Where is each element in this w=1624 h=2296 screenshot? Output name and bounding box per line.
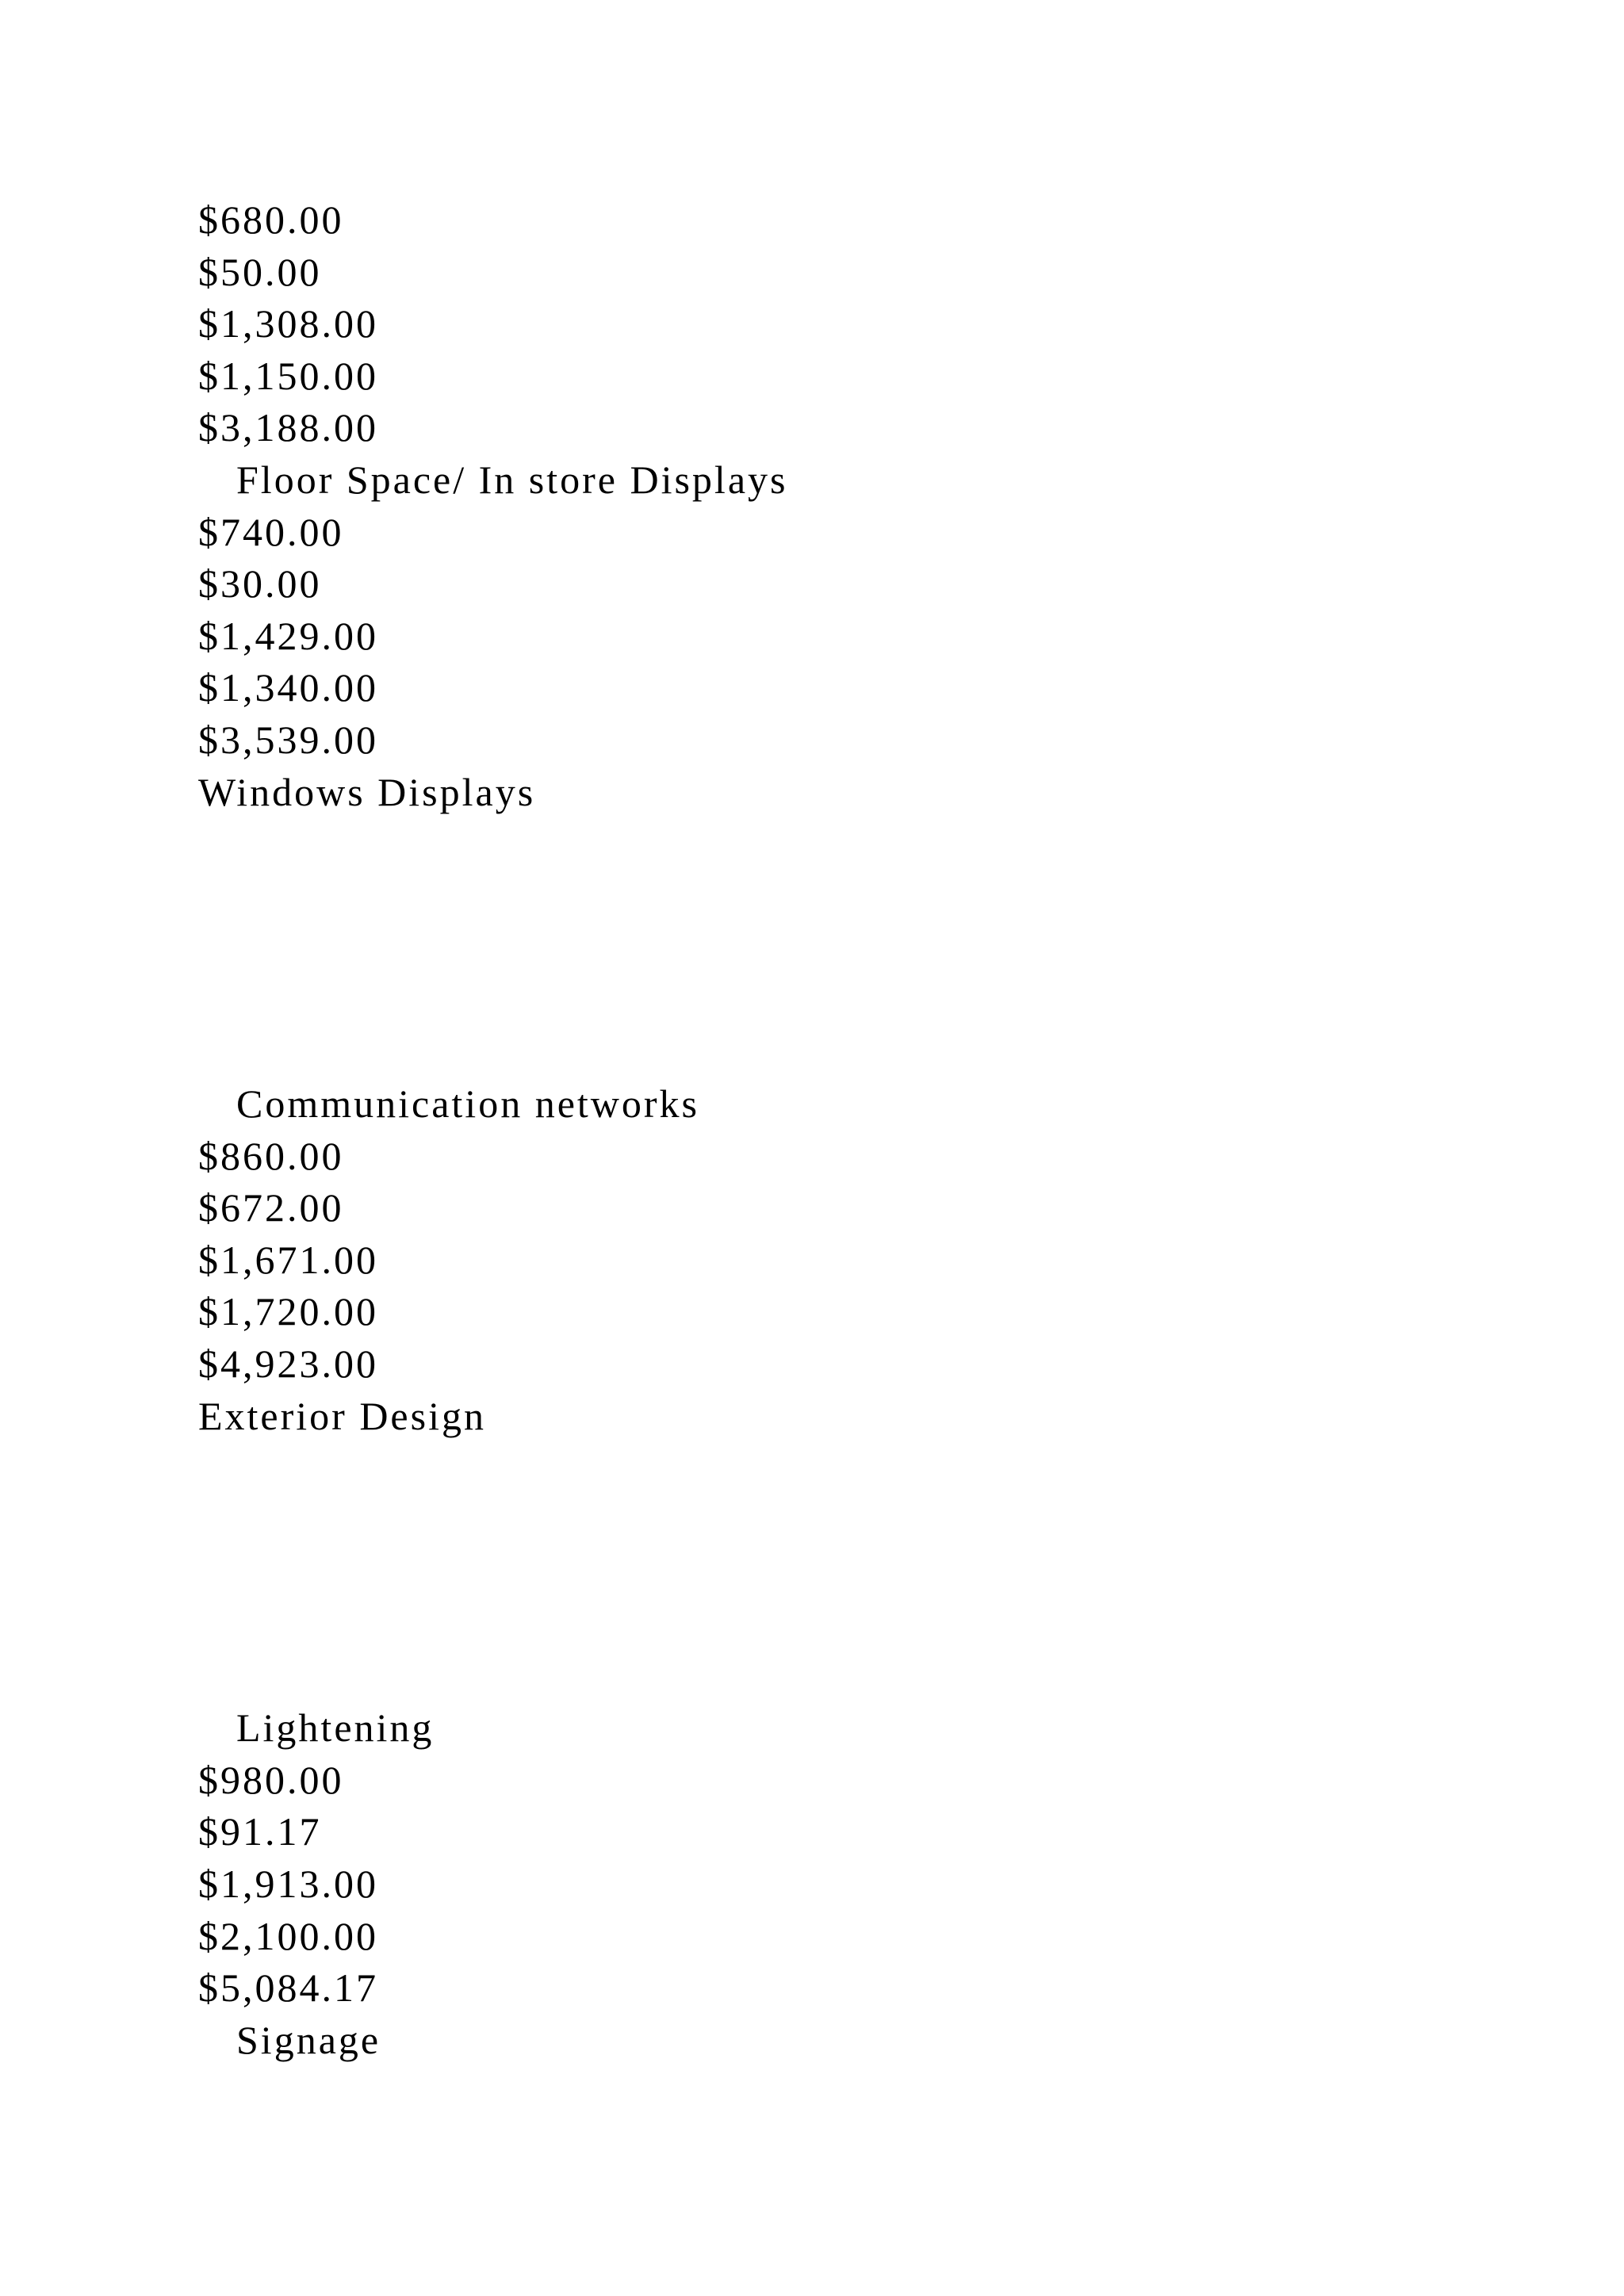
text-line: $1,913.00 [198, 1862, 378, 1906]
text-line: $50.00 [198, 249, 322, 294]
blank-line [198, 1027, 1546, 1079]
blank-line [198, 1651, 1546, 1703]
blank-line [198, 1494, 1546, 1547]
text-line: $980.00 [198, 1757, 344, 1802]
text-line: $860.00 [198, 1133, 344, 1178]
blank-line [198, 974, 1546, 1027]
text-line: Lightening [236, 1705, 435, 1751]
text-line: $1,150.00 [198, 353, 378, 398]
text-lines [198, 194, 1546, 2066]
text-line: $672.00 [198, 1185, 344, 1230]
text-line: $30.00 [198, 561, 322, 607]
text-line: $1,429.00 [198, 613, 378, 658]
blank-line [198, 1546, 1546, 1598]
blank-line [198, 818, 1546, 871]
text-line: $1,720.00 [198, 1289, 378, 1334]
blank-line [198, 922, 1546, 974]
text-line: $1,308.00 [198, 301, 378, 346]
text-line: $680.00 [198, 197, 344, 242]
blank-line [198, 1442, 1546, 1494]
text-line: $91.17 [198, 1809, 322, 1854]
text-line: $1,340.00 [198, 665, 378, 710]
text-line: $3,539.00 [198, 717, 378, 762]
text-line: $4,923.00 [198, 1341, 378, 1387]
text-line: $740.00 [198, 509, 344, 554]
blank-line [198, 871, 1546, 923]
text-line: Communication networks [236, 1081, 699, 1127]
blank-line [198, 1598, 1546, 1651]
text-line: Windows Displays [198, 769, 536, 814]
text-line: $2,100.00 [198, 1913, 378, 1958]
text-line: Signage [236, 2017, 381, 2062]
text-line: Floor Space/ In store Displays [236, 457, 788, 502]
text-line: $1,671.00 [198, 1237, 378, 1282]
text-line: $5,084.17 [198, 1965, 378, 2011]
text-line: $3,188.00 [198, 405, 378, 450]
text-line: Exterior Design [198, 1393, 486, 1438]
